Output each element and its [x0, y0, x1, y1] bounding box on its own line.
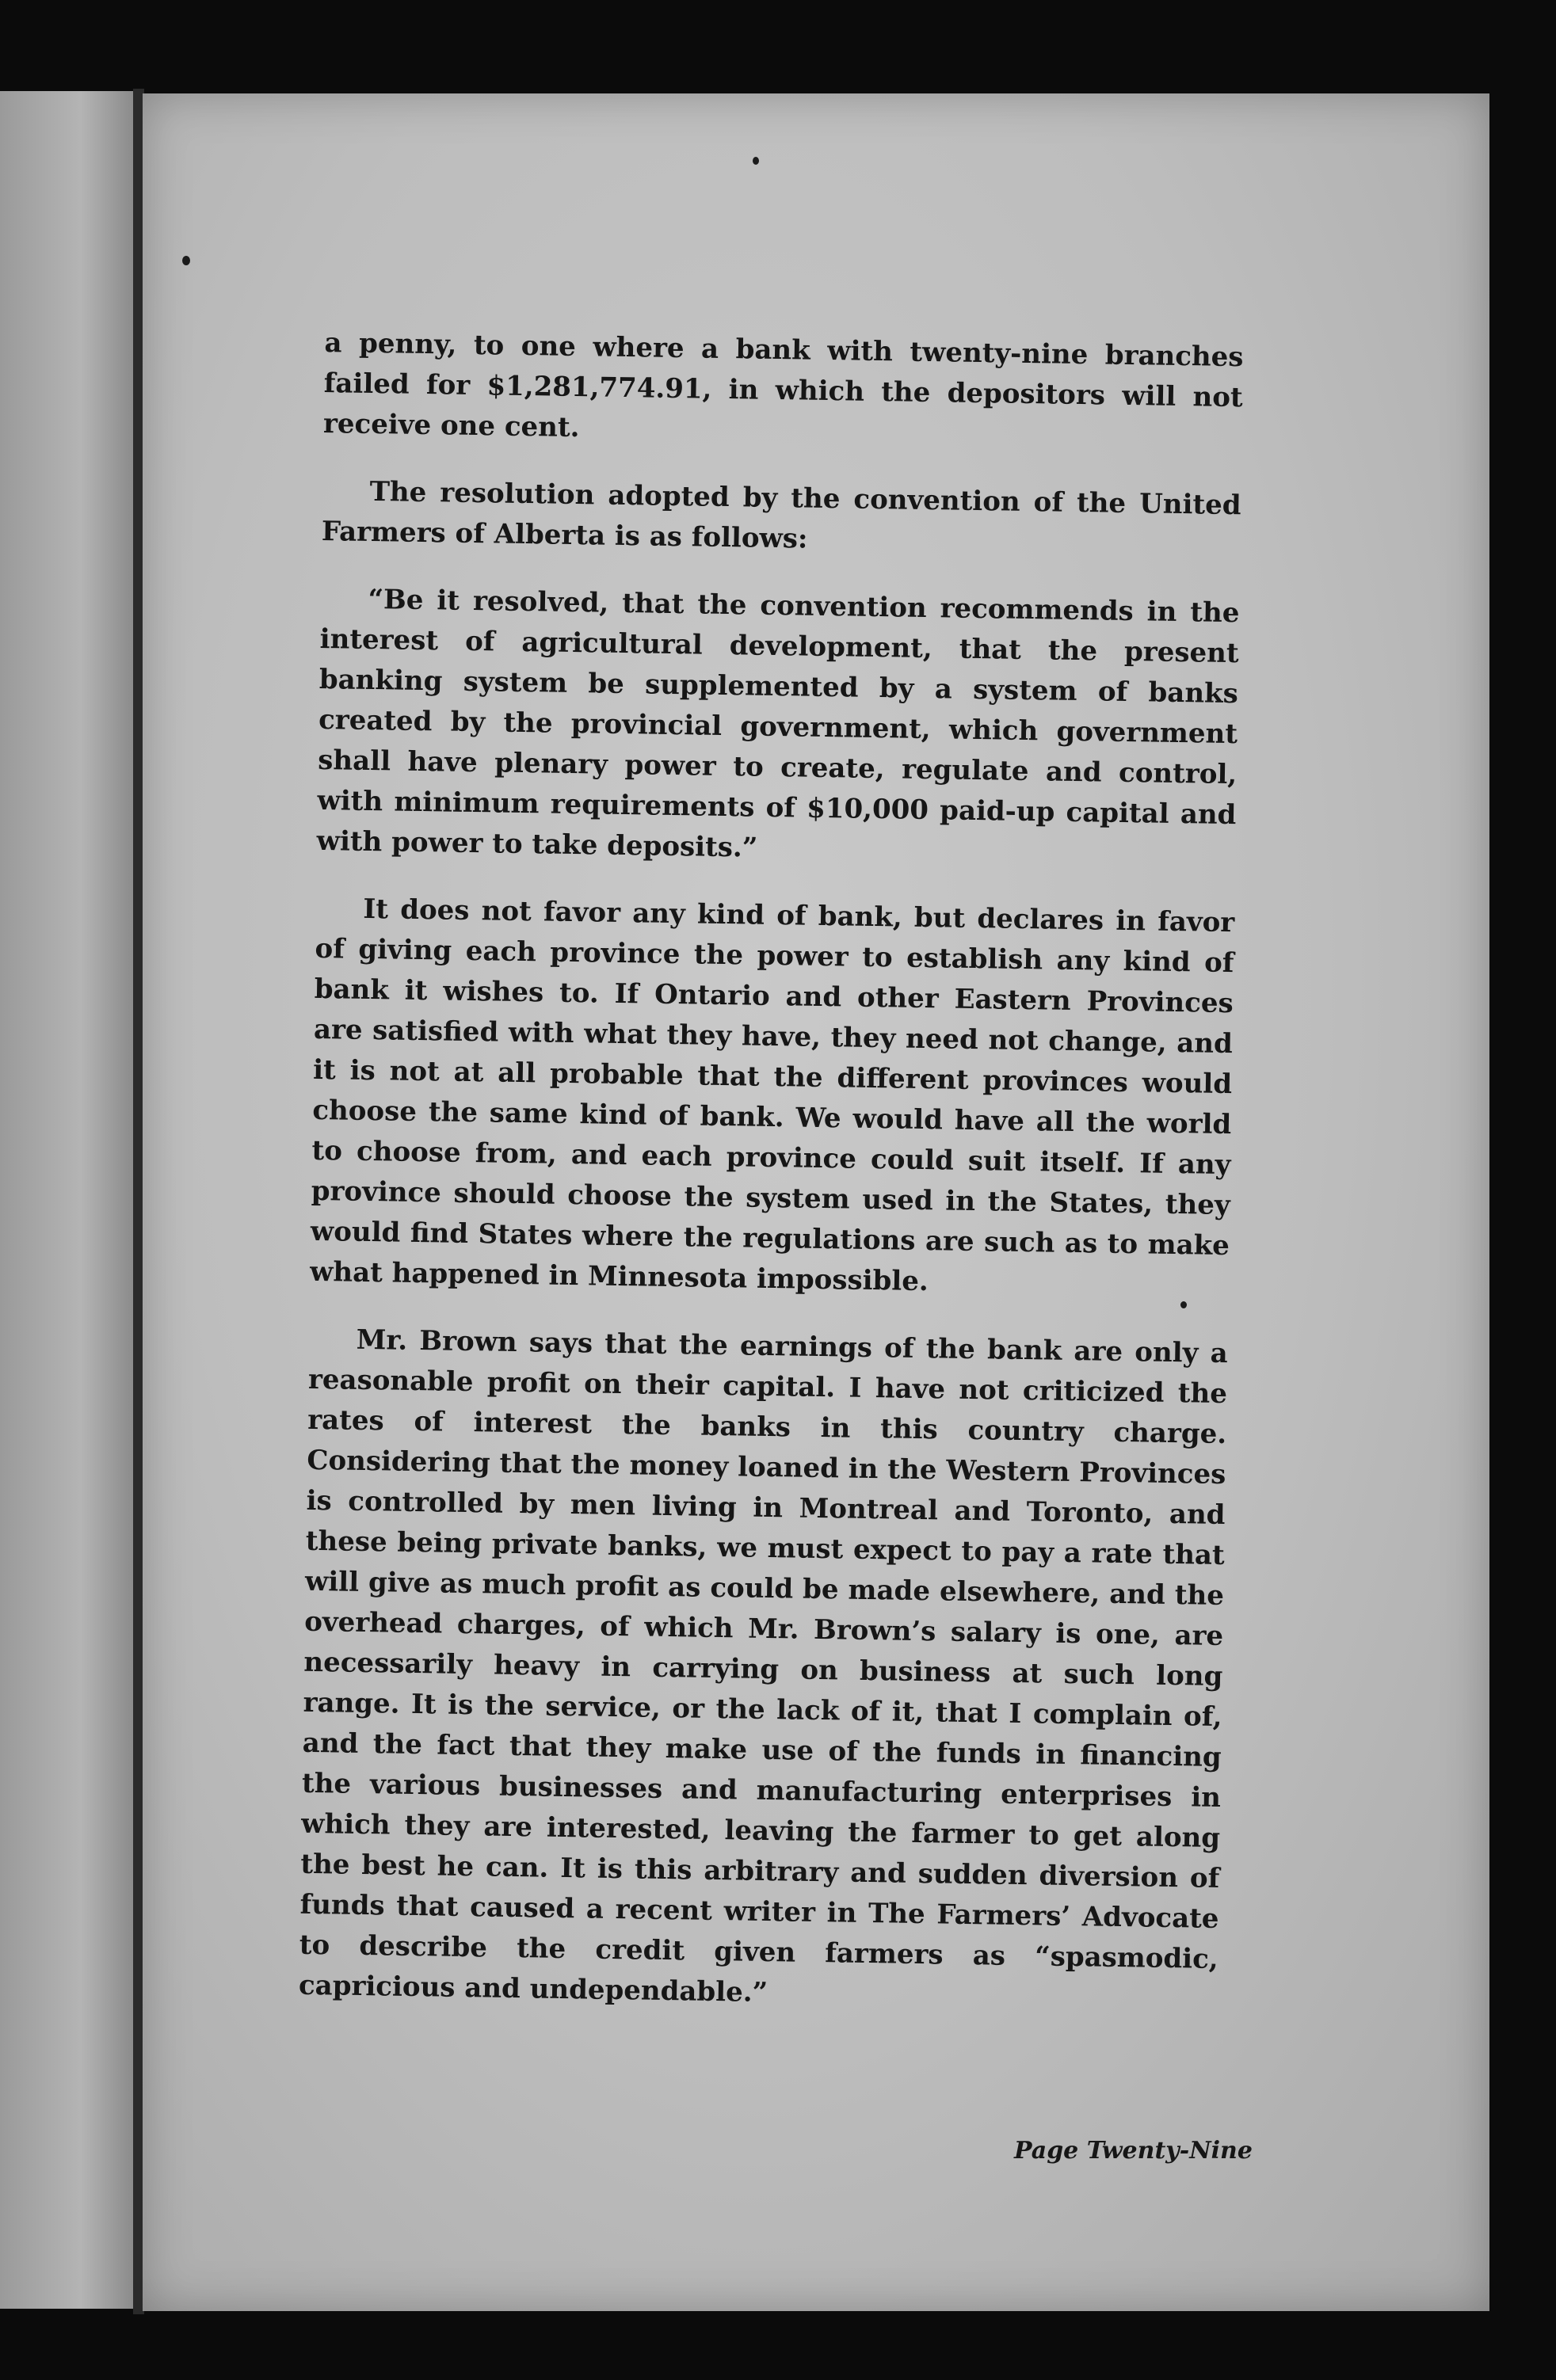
- paragraph-4: It does not favor any kind of bank, but declares in favor of giving each province the power to establish any kind of bank it wishes to. If Ontario and other Eastern Provinces are satisfied with what they have, they need not change, and it is not at all probable that the different provinces would choose the same kind of bank. We would have all the world to choose from, and each province could suit itself. If any province should choose the system used in the States, they would find States where the regulations are such as to make what happened in Minnesota impossible.: [309, 893, 1235, 1298]
- facing-page-edge: [0, 91, 135, 2309]
- page-number: Page Twenty-Nine: [1014, 2137, 1253, 2165]
- dust-speck: [182, 256, 190, 265]
- paragraph-5: Mr. Brown says that the earnings of the bank are only a reasonable profit on their capital. I have not criticized the rates of interest the banks in this country charge. Considering that the money loaned in the Western Provinces is controlled by men living in Montreal and Toronto, and these being private banks, we must expect to pay a rate that will give as much profit as could be made elsewhere, and the overhead charges, of which Mr. Brown’s salary is one, are necessarily heavy in carrying on business at such long range. It is the service, or the lack of it, that I complain of, and the fact that they make use of the funds in financing the various businesses and manufacturing enterprises in which they are interested, leaving the farmer to get along the best he can. It is this arbitrary and sudden diversion of funds that caused a recent writer in The Farmers’ Advocate to describe the credit given farmers as “spasmodic, capricious and undependable.”: [298, 1323, 1229, 2009]
- document-page: [143, 93, 1489, 2311]
- paragraph-1: a penny, to one where a bank with twenty-nine branches failed for $1,281,774.91, in which the depositors will not receive one cent.: [322, 326, 1244, 444]
- resolution-quote: “Be it resolved, that the convention recommends in the interest of agricultural development, that the present banking system be supplemented by a system of banks created by the provincial government, which government shall have plenary power to create, regulate and control, with minimum requirements of $10,000 paid-up capital and with power to take deposits.”: [316, 583, 1240, 864]
- paragraph-2: The resolution adopted by the convention of the United Farmers of Alberta is as follows:: [321, 475, 1241, 555]
- body-text: [298, 323, 1244, 2047]
- dust-speck: [753, 157, 759, 165]
